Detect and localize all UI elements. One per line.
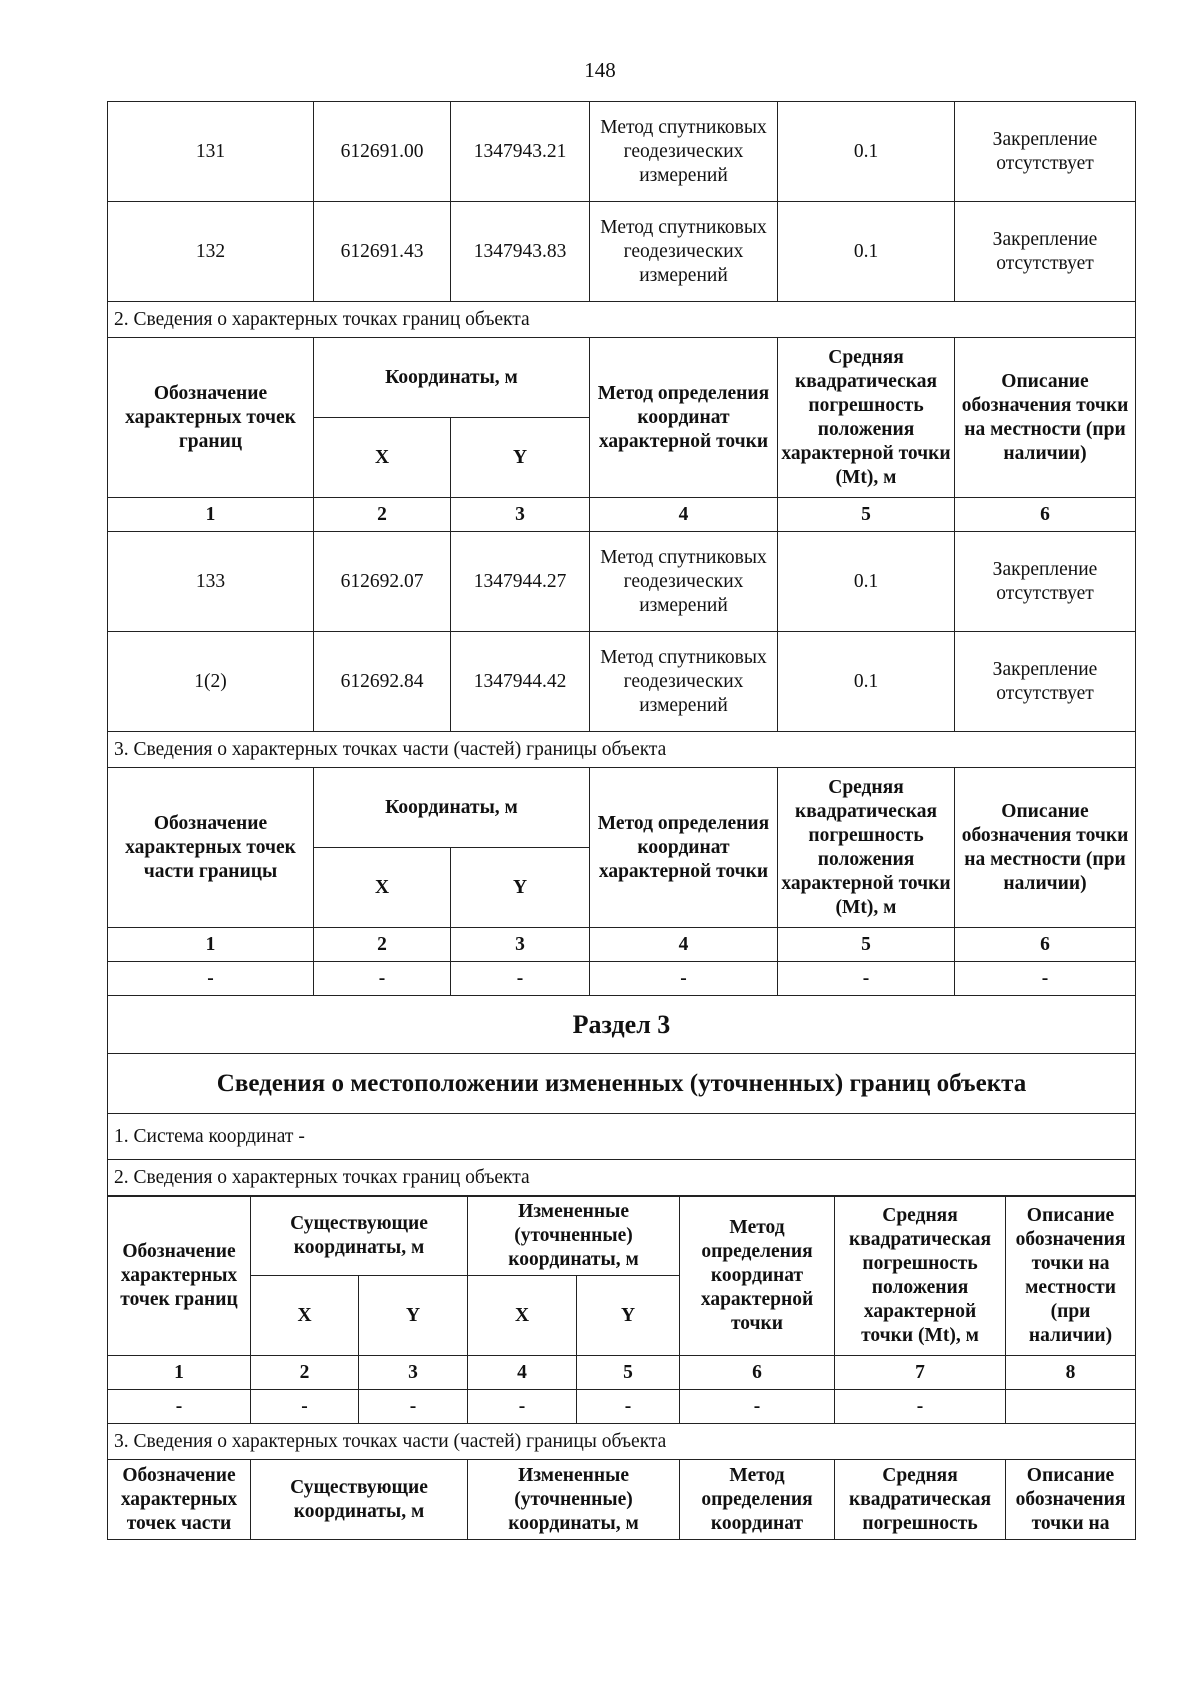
header-designation: Обозначение характерных точек части <box>108 1460 251 1540</box>
column-number: 6 <box>955 498 1136 532</box>
header-x: X <box>468 1276 577 1356</box>
header-existing-coordinates: Существующие координаты, м <box>251 1460 468 1540</box>
error-value: 0.1 <box>778 202 955 302</box>
header-designation: Обозначение характерных точек границ <box>108 338 314 498</box>
header-changed-coordinates: Измененные (уточненные) координаты, м <box>468 1196 680 1276</box>
column-numbers-row <box>108 498 1136 532</box>
empty-cell: - <box>680 1390 835 1424</box>
error-value: 0.1 <box>778 102 955 202</box>
empty-cell: - <box>955 962 1136 996</box>
header-method: Метод определения координат характерной точки <box>590 338 778 498</box>
empty-cell <box>1006 1390 1136 1424</box>
column-number: 5 <box>577 1356 680 1390</box>
error-value: 0.1 <box>778 532 955 632</box>
coord-y: 1347944.27 <box>451 532 590 632</box>
header-error: Средняя квадратическая погрешность положения характерной точки (Mt), м <box>835 1196 1006 1356</box>
header-description: Описание обозначения точки на местности (при наличии) <box>955 338 1136 498</box>
column-number: 1 <box>108 498 314 532</box>
header-x: X <box>314 848 451 928</box>
coord-y: 1347943.21 <box>451 102 590 202</box>
page-number: 148 <box>584 58 616 82</box>
empty-cell: - <box>314 962 451 996</box>
header-y: Y <box>451 848 590 928</box>
column-number: 5 <box>778 928 955 962</box>
point-description: Закрепление отсутствует <box>955 532 1136 632</box>
header-error: Средняя квадратическая погрешность <box>835 1460 1006 1540</box>
column-number: 4 <box>468 1356 577 1390</box>
header-description: Описание обозначения точки на <box>1006 1460 1136 1540</box>
empty-cell: - <box>835 1390 1006 1424</box>
header-coordinates: Координаты, м <box>314 768 590 848</box>
table-row <box>108 202 1136 302</box>
empty-cell: - <box>590 962 778 996</box>
header-description: Описание обозначения точки на местности (при наличии) <box>955 768 1136 928</box>
method: Метод спутниковых геодезических измерений <box>590 102 778 202</box>
header-description: Описание обозначения точки на местности (при наличии) <box>1006 1196 1136 1356</box>
column-number: 3 <box>451 498 590 532</box>
table-row <box>108 532 1136 632</box>
section-heading: 3. Сведения о характерных точках части (частей) границы объекта <box>108 1424 1136 1460</box>
header-method: Метод определения координат характерной точки <box>590 768 778 928</box>
section-label: Раздел 3 <box>108 996 1136 1054</box>
point-id: 131 <box>108 102 314 202</box>
column-number: 6 <box>955 928 1136 962</box>
section-title: Сведения о местоположении измененных (уточненных) границ объекта <box>108 1054 1136 1114</box>
empty-cell: - <box>451 962 590 996</box>
section-heading: 2. Сведения о характерных точках границ объекта <box>108 302 1136 338</box>
column-number: 3 <box>359 1356 468 1390</box>
section-heading: 2. Сведения о характерных точках границ объекта <box>108 1160 1136 1197</box>
column-number: 4 <box>590 928 778 962</box>
error-value: 0.1 <box>778 632 955 732</box>
header-designation: Обозначение характерных точек границ <box>108 1196 251 1356</box>
header-designation: Обозначение характерных точек части границы <box>108 768 314 928</box>
point-description: Закрепление отсутствует <box>955 102 1136 202</box>
header-y: Y <box>577 1276 680 1356</box>
coord-y: 1347944.42 <box>451 632 590 732</box>
points-table-section2 <box>107 101 1136 1197</box>
points-table-section3 <box>107 1195 1136 1540</box>
point-id: 132 <box>108 202 314 302</box>
column-number: 5 <box>778 498 955 532</box>
empty-cell: - <box>108 962 314 996</box>
column-number: 7 <box>835 1356 1006 1390</box>
column-number: 6 <box>680 1356 835 1390</box>
point-description: Закрепление отсутствует <box>955 632 1136 732</box>
point-id: 133 <box>108 532 314 632</box>
empty-cell: - <box>359 1390 468 1424</box>
empty-cell: - <box>251 1390 359 1424</box>
section-heading: 3. Сведения о характерных точках части (частей) границы объекта <box>108 732 1136 768</box>
coord-x: 612692.84 <box>314 632 451 732</box>
empty-row <box>108 1390 1136 1424</box>
empty-cell: - <box>468 1390 577 1424</box>
header-changed-coordinates: Измененные (уточненные) координаты, м <box>468 1460 680 1540</box>
table-row <box>108 102 1136 202</box>
column-number: 2 <box>251 1356 359 1390</box>
coord-x: 612692.07 <box>314 532 451 632</box>
empty-cell: - <box>577 1390 680 1424</box>
empty-row <box>108 962 1136 996</box>
point-description: Закрепление отсутствует <box>955 202 1136 302</box>
header-y: Y <box>451 418 590 498</box>
column-number: 4 <box>590 498 778 532</box>
coord-y: 1347943.83 <box>451 202 590 302</box>
header-error: Средняя квадратическая погрешность положения характерной точки (Mt), м <box>778 768 955 928</box>
table-row <box>108 632 1136 732</box>
point-id: 1(2) <box>108 632 314 732</box>
column-number: 2 <box>314 498 451 532</box>
column-numbers-row <box>108 928 1136 962</box>
column-number: 1 <box>108 1356 251 1390</box>
coordinate-system: 1. Система координат - <box>108 1114 1136 1160</box>
coord-x: 612691.00 <box>314 102 451 202</box>
column-number: 8 <box>1006 1356 1136 1390</box>
empty-cell: - <box>108 1390 251 1424</box>
method: Метод спутниковых геодезических измерений <box>590 632 778 732</box>
header-x: X <box>314 418 451 498</box>
column-number: 1 <box>108 928 314 962</box>
empty-cell: - <box>778 962 955 996</box>
header-y: Y <box>359 1276 468 1356</box>
header-method: Метод определения координат <box>680 1460 835 1540</box>
header-method: Метод определения координат характерной точки <box>680 1196 835 1356</box>
header-error: Средняя квадратическая погрешность положения характерной точки (Mt), м <box>778 338 955 498</box>
header-coordinates: Координаты, м <box>314 338 590 418</box>
column-number: 3 <box>451 928 590 962</box>
method: Метод спутниковых геодезических измерений <box>590 202 778 302</box>
column-number: 2 <box>314 928 451 962</box>
header-existing-coordinates: Существующие координаты, м <box>251 1196 468 1276</box>
method: Метод спутниковых геодезических измерений <box>590 532 778 632</box>
coord-x: 612691.43 <box>314 202 451 302</box>
column-numbers-row <box>108 1356 1136 1390</box>
header-x: X <box>251 1276 359 1356</box>
